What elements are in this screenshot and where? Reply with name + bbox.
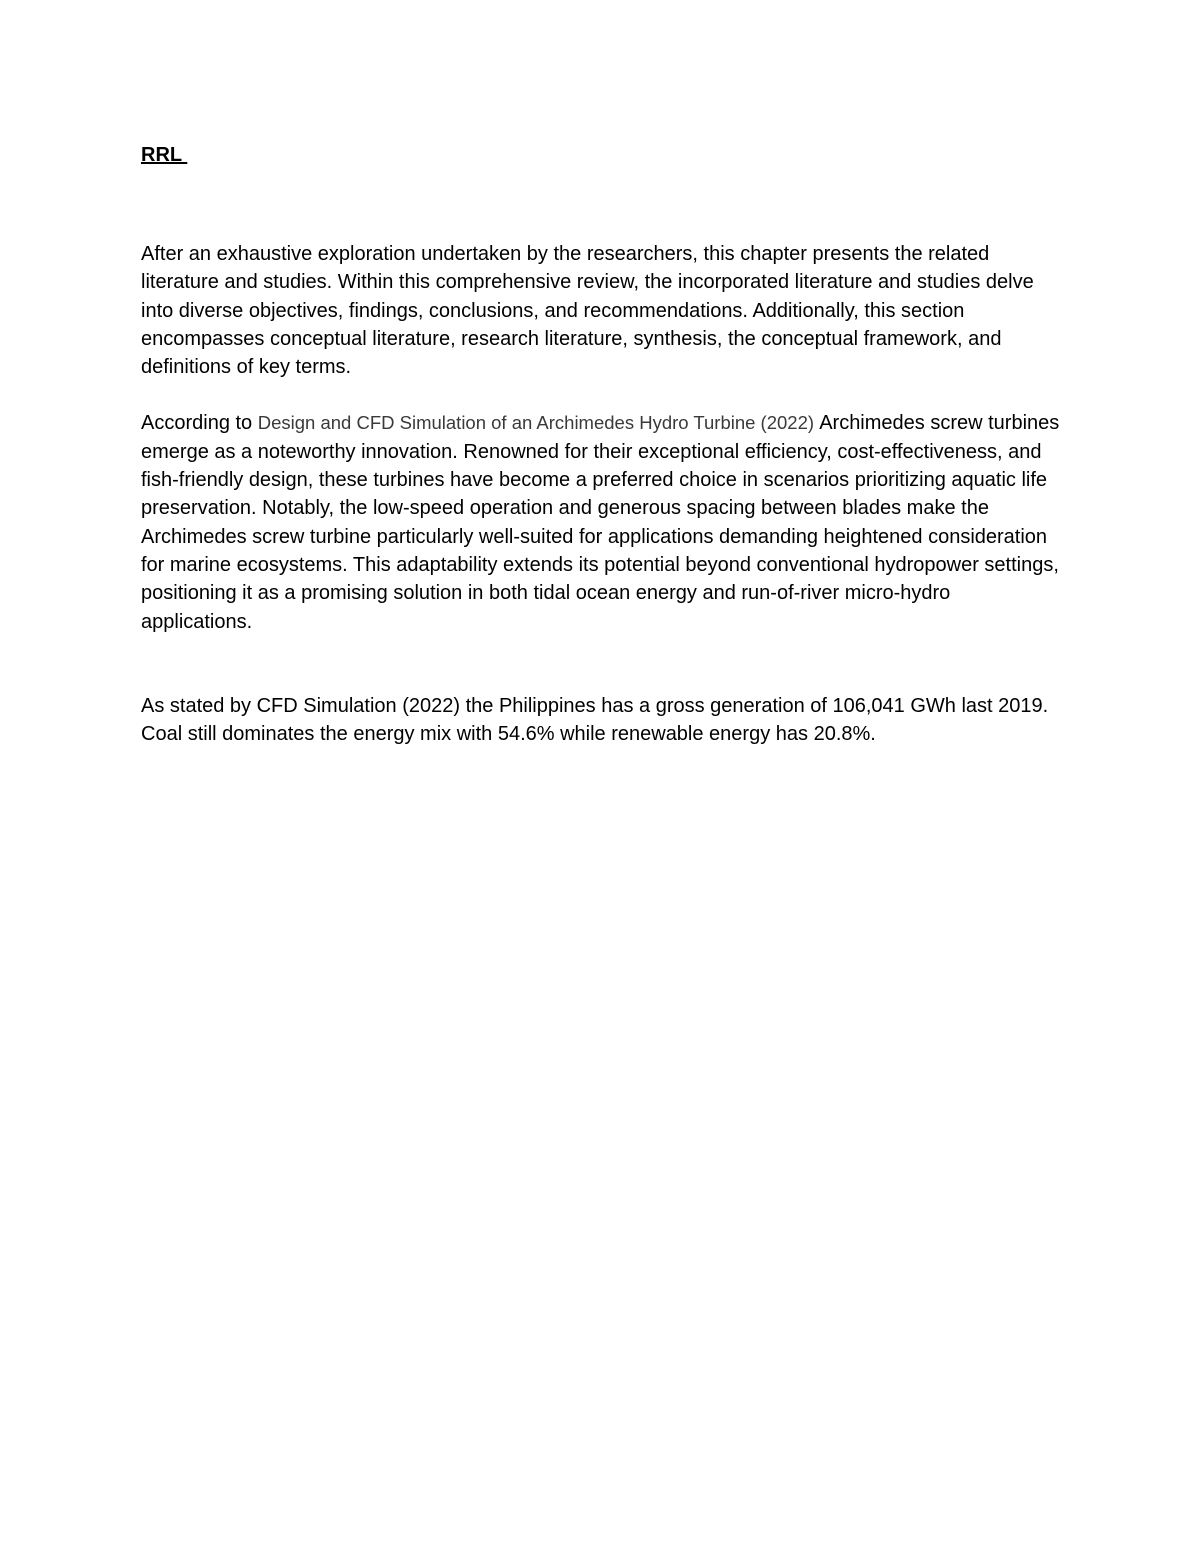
intro-paragraph: After an exhaustive exploration undertaken by the researchers, this chapter presents the related literature and studies. Within this comprehensive review, the incorporated literature and studies delve into diverse objectives, findings, conclusions, and recommendations. Additionally, this section encompasses conceptual literature, research literature, synthesis, the conceptual framework, and definitions of key terms.	[141, 243, 1034, 379]
section-heading: RRL	[141, 144, 188, 166]
philippines-paragraph: As stated by CFD Simulation (2022) the Philippines has a gross generation of 106,041 GWh last 2019. Coal still dominates the energy mix with 54.6% while renewable energy has 20.8%.	[141, 694, 1049, 746]
archimedes-lead-text: According to	[141, 412, 258, 435]
archimedes-paragraph	[141, 409, 1061, 635]
document-body	[141, 141, 1061, 748]
archimedes-body-text: Archimedes screw turbines emerge as a noteworthy innovation. Renowned for their exceptional efficiency, cost-effectiveness, and fish-friendly design, these turbines have become a preferred choice in scenarios prioritizing aquatic life preservation. Notably, the low-speed operation and generous spacing between blades make the Archimedes screw turbine particularly well-suited for applications demanding heightened consideration for marine ecosystems. This adaptability extends its potential beyond conventional hydropower settings, positioning it as a promising solution in both tidal ocean energy and run-of-river micro-hydro applications.	[141, 412, 1060, 633]
citation-reference: Design and CFD Simulation of an Archimedes Hydro Turbine (2022)	[257, 412, 820, 434]
